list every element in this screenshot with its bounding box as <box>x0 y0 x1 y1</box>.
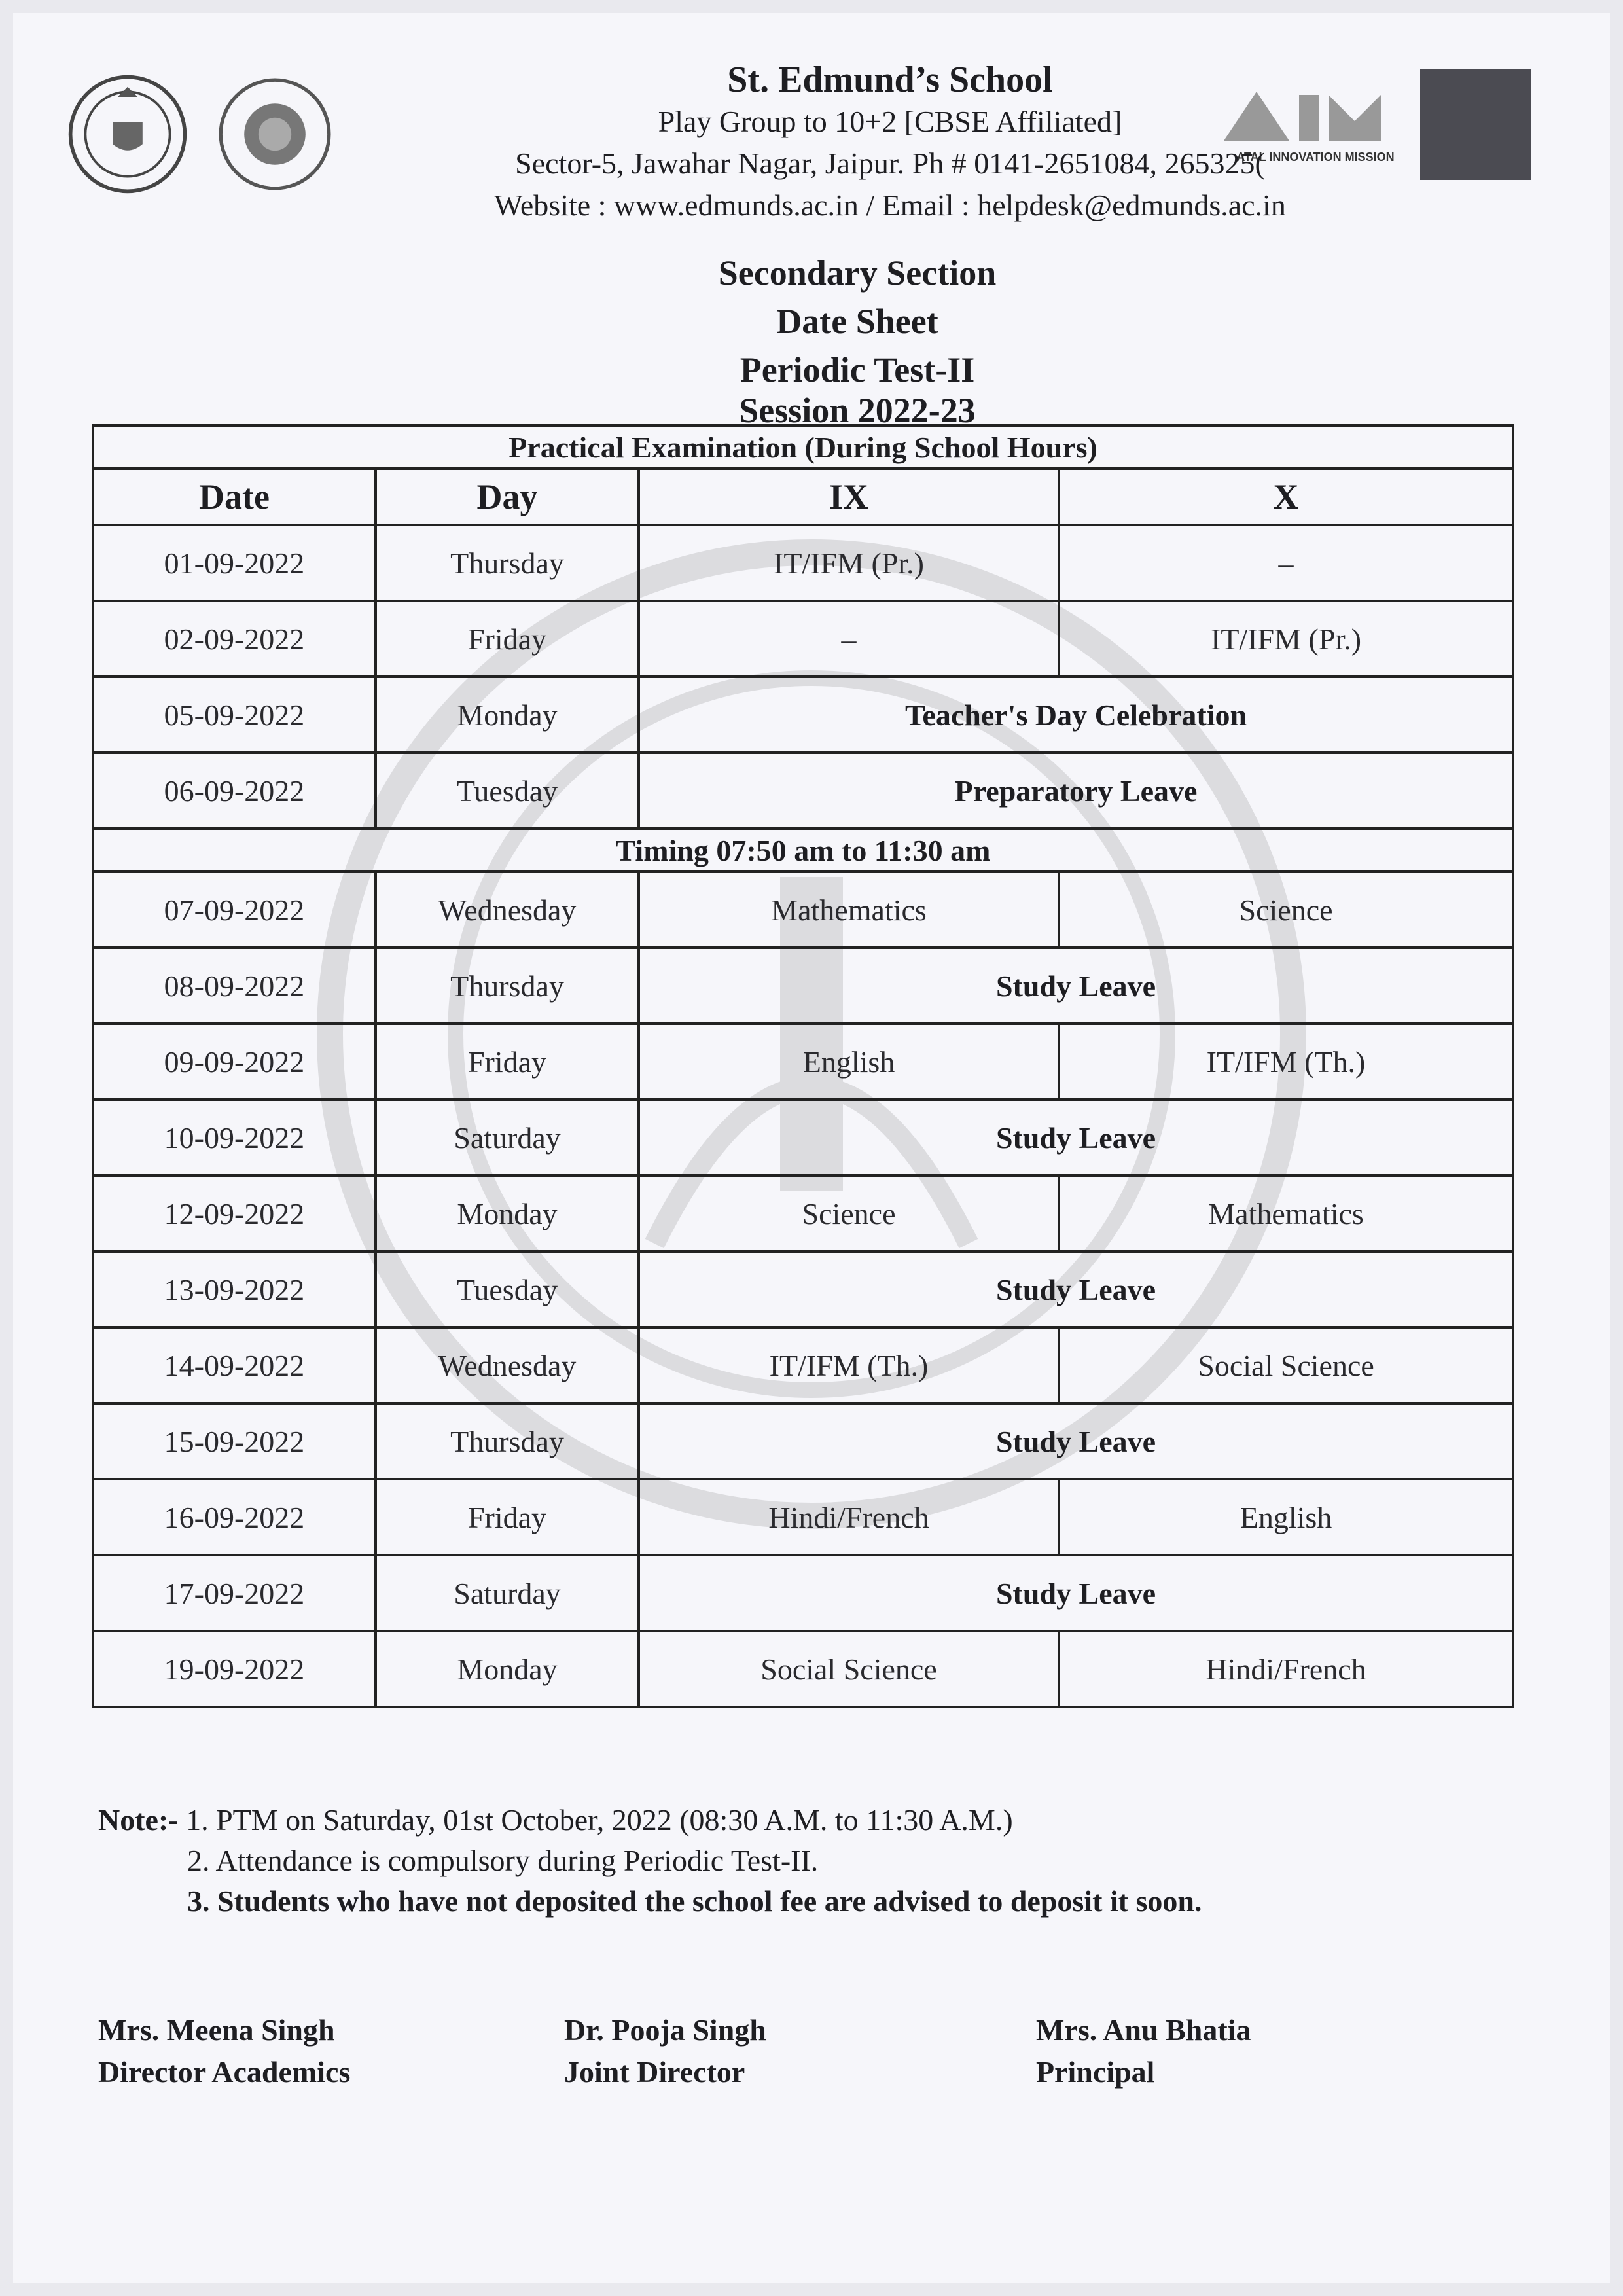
date-cell: 01-09-2022 <box>93 525 376 601</box>
table-row <box>93 1024 1513 1100</box>
aim-caption: ATAL INNOVATION MISSION <box>1236 151 1395 164</box>
header-row <box>93 469 1513 525</box>
date-sheet-page <box>13 13 1610 2283</box>
table-row <box>93 1555 1513 1631</box>
signatory-2 <box>564 2009 766 2093</box>
timing-banner: Timing 07:50 am to 11:30 am <box>93 829 1513 872</box>
day-cell: Monday <box>376 677 639 753</box>
class-ix-cell: Science <box>639 1175 1059 1251</box>
date-cell: 13-09-2022 <box>93 1251 376 1327</box>
table-row <box>93 1251 1513 1327</box>
date-header: Date <box>93 469 376 525</box>
table-row <box>93 1175 1513 1251</box>
date-cell: 06-09-2022 <box>93 753 376 829</box>
school-name: St. Edmund’s School <box>727 60 1053 100</box>
signatory-title: Joint Director <box>564 2055 745 2089</box>
day-cell: Tuesday <box>376 1251 639 1327</box>
date-cell: 12-09-2022 <box>93 1175 376 1251</box>
merged-subject-cell: Study Leave <box>639 1555 1513 1631</box>
date-cell: 05-09-2022 <box>93 677 376 753</box>
class-ix-cell: Mathematics <box>639 872 1059 948</box>
class-x-cell: Science <box>1059 872 1513 948</box>
class-x-cell: – <box>1059 525 1513 601</box>
class-ix-cell: IT/IFM (Pr.) <box>639 525 1059 601</box>
day-header: Day <box>376 469 639 525</box>
day-cell: Thursday <box>376 525 639 601</box>
date-cell: 19-09-2022 <box>93 1631 376 1707</box>
doc-title: Date Sheet <box>776 302 938 341</box>
letterhead <box>13 59 1610 226</box>
table-row <box>93 601 1513 677</box>
merged-subject-cell: Study Leave <box>639 1403 1513 1479</box>
signatory-3 <box>1036 2009 1251 2093</box>
notes-block <box>98 1800 1202 1922</box>
merged-subject-cell: Study Leave <box>639 1251 1513 1327</box>
section-title: Secondary Section <box>718 253 997 293</box>
day-cell: Friday <box>376 1479 639 1555</box>
class-ix-cell: Hindi/French <box>639 1479 1059 1555</box>
table-row <box>93 872 1513 948</box>
class-x-cell: Mathematics <box>1059 1175 1513 1251</box>
note-3: 3. Students who have not deposited the school fee are advised to deposit it soon. <box>187 1884 1202 1918</box>
test-title: Periodic Test-II <box>740 350 975 389</box>
day-cell: Thursday <box>376 1403 639 1479</box>
date-cell: 09-09-2022 <box>93 1024 376 1100</box>
signatory-1 <box>98 2009 350 2093</box>
date-cell: 07-09-2022 <box>93 872 376 948</box>
class-x-header: X <box>1059 469 1513 525</box>
class-ix-cell: English <box>639 1024 1059 1100</box>
table-row <box>93 948 1513 1024</box>
table-row <box>93 525 1513 601</box>
document-titles <box>13 249 1610 430</box>
date-sheet-table <box>92 424 1514 1708</box>
class-x-cell: Social Science <box>1059 1327 1513 1403</box>
date-cell: 02-09-2022 <box>93 601 376 677</box>
class-ix-header: IX <box>639 469 1059 525</box>
table-row <box>93 1100 1513 1175</box>
class-ix-cell: – <box>639 601 1059 677</box>
day-cell: Wednesday <box>376 872 639 948</box>
day-cell: Monday <box>376 1631 639 1707</box>
class-ix-cell: Social Science <box>639 1631 1059 1707</box>
date-cell: 08-09-2022 <box>93 948 376 1024</box>
day-cell: Friday <box>376 601 639 677</box>
day-cell: Saturday <box>376 1100 639 1175</box>
class-x-cell: English <box>1059 1479 1513 1555</box>
signatory-name: Mrs. Meena Singh <box>98 2013 335 2047</box>
contact-line: Website : www.edmunds.ac.in / Email : helpdesk@edmunds.ac.in <box>494 188 1286 222</box>
table-row <box>93 1479 1513 1555</box>
day-cell: Friday <box>376 1024 639 1100</box>
session-title: Session 2022-23 <box>739 391 976 430</box>
address-line: Sector-5, Jawahar Nagar, Jaipur. Ph # 0141-2651084, 265325( <box>515 147 1265 180</box>
note-1-text: 1. PTM on Saturday, 01st October, 2022 (08:30 A.M. to 11:30 A.M.) <box>186 1803 1013 1837</box>
date-cell: 14-09-2022 <box>93 1327 376 1403</box>
merged-subject-cell: Study Leave <box>639 948 1513 1024</box>
table-row <box>93 1327 1513 1403</box>
practical-banner: Practical Examination (During School Hours) <box>93 425 1513 469</box>
table-row <box>93 677 1513 753</box>
day-cell: Saturday <box>376 1555 639 1631</box>
date-cell: 16-09-2022 <box>93 1479 376 1555</box>
class-x-cell: Hindi/French <box>1059 1631 1513 1707</box>
class-x-cell: IT/IFM (Pr.) <box>1059 601 1513 677</box>
class-ix-cell: IT/IFM (Th.) <box>639 1327 1059 1403</box>
table-row <box>93 1403 1513 1479</box>
signatory-title: Director Academics <box>98 2055 351 2089</box>
note-label: Note:- <box>98 1803 179 1837</box>
signatory-title: Principal <box>1036 2055 1155 2089</box>
day-cell: Monday <box>376 1175 639 1251</box>
timing-banner-row <box>93 829 1513 872</box>
table-row <box>93 1631 1513 1707</box>
day-cell: Wednesday <box>376 1327 639 1403</box>
merged-subject-cell: Study Leave <box>639 1100 1513 1175</box>
class-x-cell: IT/IFM (Th.) <box>1059 1024 1513 1100</box>
practical-banner-row <box>93 425 1513 469</box>
note-1 <box>98 1800 1202 1840</box>
affiliation-line: Play Group to 10+2 [CBSE Affiliated] <box>658 105 1122 138</box>
signatory-name: Dr. Pooja Singh <box>564 2013 766 2047</box>
signatory-name: Mrs. Anu Bhatia <box>1036 2013 1251 2047</box>
note-2: 2. Attendance is compulsory during Periodic Test-II. <box>187 1844 819 1877</box>
date-cell: 15-09-2022 <box>93 1403 376 1479</box>
day-cell: Tuesday <box>376 753 639 829</box>
merged-subject-cell: Preparatory Leave <box>639 753 1513 829</box>
merged-subject-cell: Teacher's Day Celebration <box>639 677 1513 753</box>
day-cell: Thursday <box>376 948 639 1024</box>
table-row <box>93 753 1513 829</box>
date-cell: 17-09-2022 <box>93 1555 376 1631</box>
date-cell: 10-09-2022 <box>93 1100 376 1175</box>
